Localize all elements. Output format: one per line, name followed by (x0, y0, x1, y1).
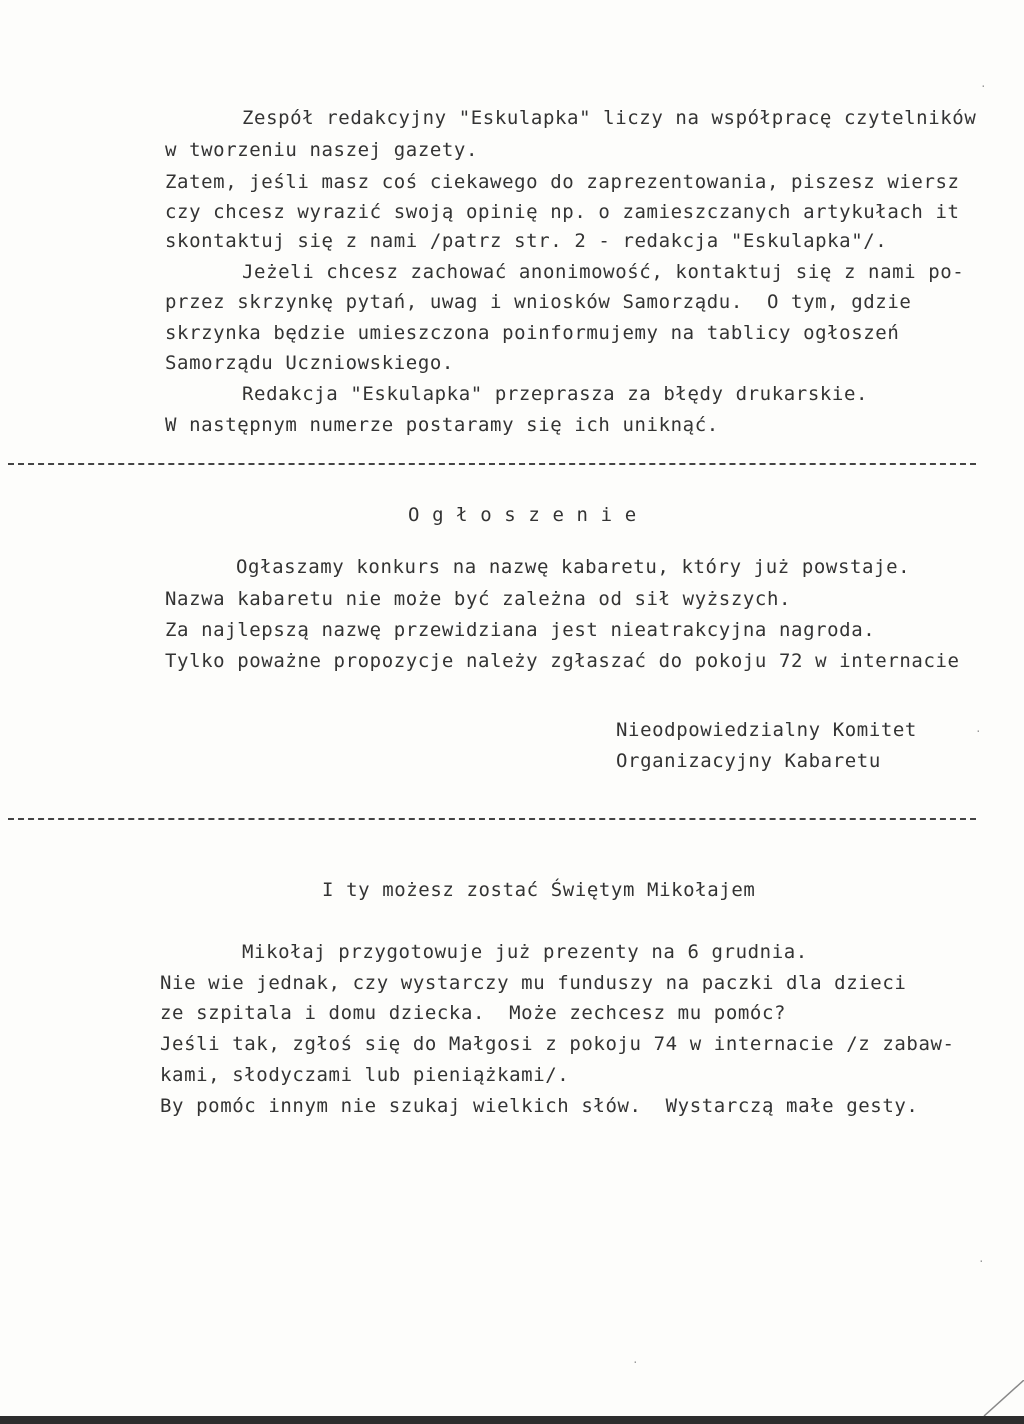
announcement-line: Ogłaszamy konkurs na nazwę kabaretu, który już powstaje. (236, 556, 911, 578)
section1-line: przez skrzynkę pytań, uwag i wniosków Samorządu. O tym, gdzie (165, 291, 912, 313)
santa-line: By pomóc innym nie szukaj wielkich słów. Wystarczą małe gesty. (160, 1095, 919, 1117)
scan-bottom-edge (0, 1416, 1024, 1424)
announcement-signature: Organizacyjny Kabaretu (616, 750, 881, 772)
section1-line: Jeżeli chcesz zachować anonimowość, kontaktuj się z nami po- (242, 261, 965, 283)
announcement-line: Za najlepszą nazwę przewidziana jest nieatrakcyjna nagroda. (165, 619, 876, 641)
scan-speck: · (632, 1356, 639, 1369)
section-divider (8, 818, 976, 820)
section1-line: Redakcja "Eskulapka" przeprasza za błędy drukarskie. (242, 383, 869, 405)
section1-line: Zatem, jeśli masz coś ciekawego do zaprezentowania, piszesz wiersz (165, 171, 960, 193)
santa-line: Jeśli tak, zgłoś się do Małgosi z pokoju 74 w internacie /z zabaw- (160, 1033, 955, 1055)
scan-speck: · (978, 1255, 985, 1268)
page-corner-fold (900, 1380, 1024, 1416)
section1-line: skontaktuj się z nami /patrz str. 2 - redakcja "Eskulapka"/. (165, 230, 888, 252)
santa-line: Nie wie jednak, czy wystarczy mu funduszy na paczki dla dzieci (160, 972, 907, 994)
santa-title: I ty możesz zostać Świętym Mikołajem (322, 879, 756, 901)
santa-line: kami, słodyczami lub pieniążkami/. (160, 1064, 570, 1086)
section1-line: W następnym numerze postaramy się ich uniknąć. (165, 414, 719, 436)
santa-line: Mikołaj przygotowuje już prezenty na 6 grudnia. (242, 941, 808, 963)
santa-line: ze szpitala i domu dziecka. Może zechcesz mu pomóc? (160, 1002, 787, 1024)
announcement-line: Tylko poważne propozycje należy zgłaszać do pokoju 72 w internacie (165, 650, 960, 672)
scan-speck: · (980, 80, 987, 93)
announcement-signature: Nieodpowiedzialny Komitet (616, 719, 917, 741)
section1-line: w tworzeniu naszej gazety. (165, 139, 479, 161)
section1-line: Samorządu Uczniowskiego. (165, 352, 454, 374)
section1-line: skrzynka będzie umieszczona poinformujemy na tablicy ogłoszeń (165, 322, 900, 344)
announcement-line: Nazwa kabaretu nie może być zależna od sił wyższych. (165, 588, 792, 610)
announcement-title: O g ł o s z e n i e (408, 504, 637, 526)
section1-line: czy chcesz wyrazić swoją opinię np. o zamieszczanych artykułach it (165, 201, 960, 223)
section1-line: Zespół redakcyjny "Eskulapka" liczy na współpracę czytelników (242, 107, 977, 129)
scan-speck: · (975, 725, 982, 738)
section-divider (8, 463, 976, 465)
